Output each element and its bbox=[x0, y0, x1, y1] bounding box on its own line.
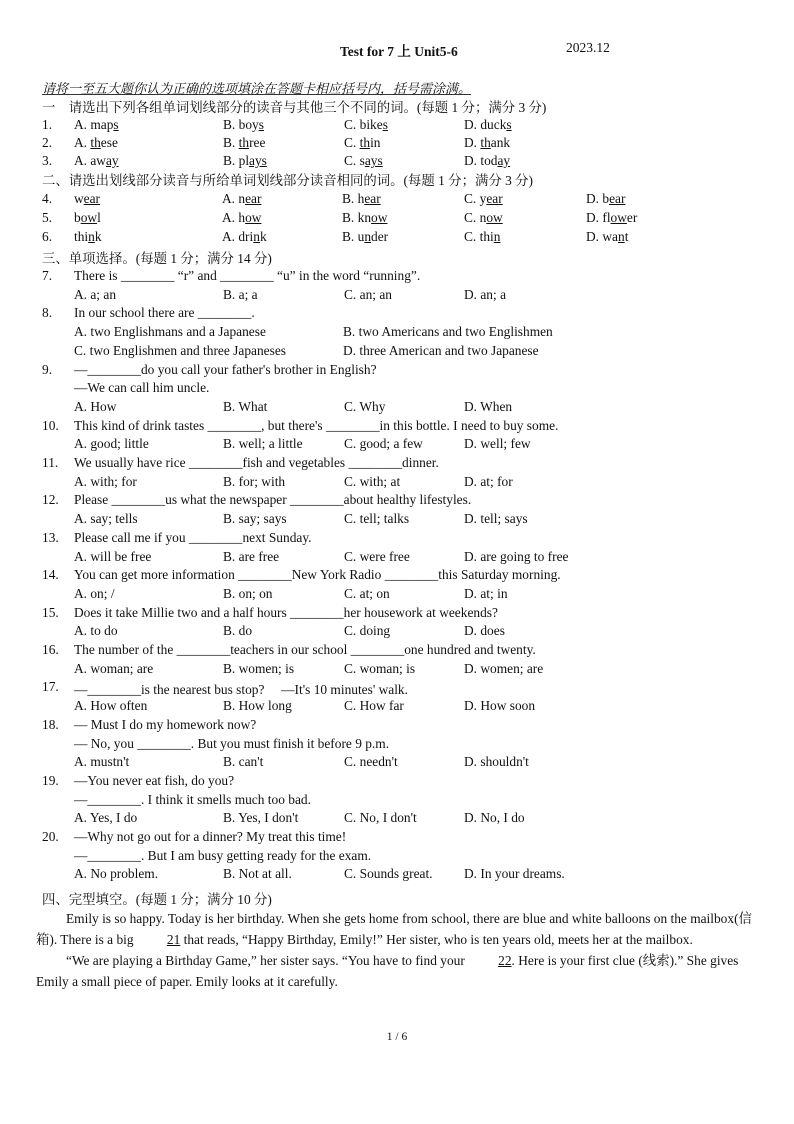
option-b: B. two Americans and two Englishmen bbox=[343, 324, 553, 340]
underlined-part: s bbox=[382, 117, 388, 132]
text-part: w bbox=[74, 191, 84, 206]
text-part: B. kn bbox=[342, 210, 372, 225]
option-c: C. tell; talks bbox=[344, 511, 410, 527]
section-1-heading: 一 请选出下列各组单词划线部分的读音与其他三个不同的词。(每题 1 分；满分 3 分) bbox=[42, 100, 547, 115]
text-part: A. h bbox=[222, 210, 246, 225]
question-stem: —Why not go out for a dinner? My treat this time! bbox=[74, 829, 347, 844]
option-d bbox=[464, 135, 510, 151]
underlined-part: ear bbox=[486, 191, 503, 206]
text-part: ese bbox=[100, 135, 118, 150]
option-b bbox=[223, 153, 267, 169]
text-part: C. bike bbox=[344, 117, 383, 132]
option-c bbox=[464, 229, 500, 245]
option-a bbox=[74, 153, 119, 169]
question-row bbox=[42, 455, 782, 473]
section-4-heading: 四、完型填空。(每题 1 分；满分 10 分) bbox=[42, 892, 272, 907]
text-part: C. thi bbox=[464, 229, 494, 244]
option-a: A. mustn't bbox=[74, 754, 130, 770]
cloze-paragraph-1: Emily is so happy. Today is her birthday. When she gets home from school, there are blue and white balloons on the mailbox(信箱). There is a big 21 that reads, “Happy Birthday, Emily!” Her sister, who is ten years old, meets her at the mailbox. bbox=[36, 908, 756, 950]
options-row bbox=[42, 287, 782, 305]
option-c: C. woman; is bbox=[344, 660, 416, 676]
question-number: 18. bbox=[42, 716, 59, 732]
option-d: D. When bbox=[464, 398, 513, 414]
option-c bbox=[464, 191, 503, 207]
option-d bbox=[586, 191, 625, 207]
options-row bbox=[42, 698, 782, 716]
options-row bbox=[42, 754, 782, 772]
underlined-part: ear bbox=[83, 191, 101, 206]
option-c: C. good; a few bbox=[344, 436, 423, 452]
option-d: D. shouldn't bbox=[464, 754, 529, 770]
option-b bbox=[342, 229, 388, 245]
text-part: C. s bbox=[344, 153, 365, 168]
underlined-part: ays bbox=[249, 153, 267, 168]
option-a: A. a; an bbox=[74, 286, 117, 302]
underlined-part: th bbox=[90, 135, 101, 150]
question-row bbox=[42, 567, 782, 585]
option-a: A. will be free bbox=[74, 548, 152, 564]
question-row bbox=[42, 117, 782, 135]
question-number: 8. bbox=[42, 305, 53, 321]
option-a: A. say; tells bbox=[74, 511, 138, 527]
option-d bbox=[586, 229, 628, 245]
options-row bbox=[42, 399, 782, 417]
question-stem-2: —________. But I am busy getting ready for the exam. bbox=[74, 847, 372, 863]
question-number: 15. bbox=[42, 604, 59, 620]
option-a: A. to do bbox=[74, 623, 118, 639]
option-a bbox=[222, 191, 261, 207]
text-part: D. fl bbox=[586, 210, 611, 225]
text-part: B. pl bbox=[223, 153, 250, 168]
underlined-part: ow bbox=[80, 210, 98, 225]
question-row bbox=[42, 530, 782, 548]
option-d bbox=[586, 210, 637, 226]
underlined-part: ays bbox=[364, 153, 383, 168]
option-d: D. does bbox=[464, 623, 505, 639]
question-stem: Please ________us what the newspaper ________about healthy lifestyles. bbox=[74, 492, 472, 508]
option-b: B. can't bbox=[223, 754, 264, 770]
text-part: D. tod bbox=[464, 153, 498, 168]
option-a bbox=[74, 117, 119, 133]
question-row bbox=[42, 362, 782, 380]
option-d bbox=[464, 153, 510, 169]
text-part: C. bbox=[344, 135, 360, 150]
question-row bbox=[42, 492, 782, 510]
text-part: k bbox=[259, 229, 267, 244]
option-b bbox=[223, 135, 265, 151]
text-part: D. wa bbox=[586, 229, 618, 244]
question-number: 13. bbox=[42, 529, 59, 545]
option-b: B. women; is bbox=[223, 660, 295, 676]
text-part: A. bbox=[74, 135, 91, 150]
option-a: A. No problem. bbox=[74, 866, 159, 882]
question-stem: —You never eat fish, do you? bbox=[74, 772, 235, 788]
question-row bbox=[42, 268, 782, 286]
option-d: D. an; a bbox=[464, 286, 507, 302]
underlined-part: ow bbox=[245, 210, 262, 225]
option-d bbox=[464, 117, 512, 133]
text-part: er bbox=[626, 210, 638, 225]
option-a: A. on; / bbox=[74, 585, 115, 601]
underlined-part: th bbox=[480, 135, 491, 150]
underlined-part: ow bbox=[371, 210, 388, 225]
text-part: B. bbox=[223, 135, 239, 150]
option-a bbox=[74, 135, 118, 151]
options-row bbox=[42, 810, 782, 828]
question-row bbox=[42, 305, 782, 323]
cloze-blank-21: 21 bbox=[166, 932, 181, 947]
text-part: D. duck bbox=[464, 117, 507, 132]
question-stem: In our school there are ________. bbox=[74, 305, 255, 321]
question-stem-2: —We can call him uncle. bbox=[74, 380, 210, 396]
question-number: 14. bbox=[42, 567, 59, 583]
given-word bbox=[74, 210, 101, 226]
underlined-part: ear bbox=[364, 191, 381, 206]
text-part: thi bbox=[74, 229, 89, 244]
options-row bbox=[42, 436, 782, 454]
text-part: A. map bbox=[74, 117, 114, 132]
question-number: 9. bbox=[42, 361, 53, 377]
question-stem-line bbox=[42, 848, 782, 866]
question-row bbox=[42, 191, 782, 209]
option-c: C. an; an bbox=[344, 286, 392, 302]
option-c bbox=[464, 210, 503, 226]
question-number: 17. bbox=[42, 679, 59, 695]
option-b bbox=[342, 210, 387, 226]
option-b: B. What bbox=[223, 398, 268, 414]
question-number: 2. bbox=[42, 135, 53, 150]
text-part: A. dri bbox=[222, 229, 254, 244]
option-b: B. a; a bbox=[223, 286, 258, 302]
option-a: A. How often bbox=[74, 698, 148, 714]
question-row bbox=[42, 229, 782, 247]
underlined-part: n bbox=[88, 229, 95, 244]
section-2-heading: 二、请选出划线部分读音与所给单词划线部分读音相同的词。(每题 1 分；满分 3 分) bbox=[42, 173, 533, 188]
option-a bbox=[222, 229, 267, 245]
question-stem-line bbox=[42, 380, 782, 398]
option-b: B. Not at all. bbox=[223, 866, 292, 882]
option-c bbox=[344, 117, 388, 133]
question-stem-line bbox=[42, 736, 782, 754]
question-row bbox=[42, 210, 782, 228]
question-number: 4. bbox=[42, 191, 53, 206]
question-number: 1. bbox=[42, 117, 53, 132]
text-part: A. aw bbox=[74, 153, 106, 168]
underlined-part: s bbox=[258, 117, 264, 132]
question-row bbox=[42, 829, 782, 847]
text-part: C. y bbox=[464, 191, 487, 206]
text-part: D. bbox=[464, 135, 481, 150]
question-number: 6. bbox=[42, 229, 53, 244]
question-row bbox=[42, 418, 782, 436]
cloze-blank-22: 22 bbox=[498, 953, 512, 968]
question-row bbox=[42, 773, 782, 791]
question-row bbox=[42, 642, 782, 660]
option-a: A. Yes, I do bbox=[74, 810, 138, 826]
text-part: t bbox=[624, 229, 629, 244]
question-number: 20. bbox=[42, 829, 59, 844]
option-c bbox=[344, 135, 380, 151]
option-c: C. at; on bbox=[344, 585, 390, 601]
option-d: D. How soon bbox=[464, 698, 536, 714]
options-row bbox=[42, 511, 782, 529]
underlined-part: s bbox=[113, 117, 119, 132]
given-word bbox=[74, 191, 100, 207]
option-d: D. at; in bbox=[464, 585, 508, 601]
underlined-part: ay bbox=[497, 153, 511, 168]
underlined-part: n bbox=[364, 229, 372, 244]
question-stem: We usually have rice ________fish and vegetables ________dinner. bbox=[74, 455, 439, 470]
given-word bbox=[74, 229, 102, 245]
text-part: D. b bbox=[586, 191, 610, 206]
option-b: B. on; on bbox=[223, 585, 273, 601]
option-d: D. at; for bbox=[464, 473, 513, 489]
underlined-part: ear bbox=[609, 191, 626, 206]
question-row bbox=[42, 679, 782, 697]
question-number: 7. bbox=[42, 268, 53, 283]
test-date: 2023.12 bbox=[566, 40, 610, 55]
option-c bbox=[344, 153, 383, 169]
page-header bbox=[0, 40, 794, 58]
text-part: ank bbox=[490, 135, 511, 150]
option-a: A. two Englishmans and a Japanese bbox=[74, 324, 266, 340]
options-row bbox=[42, 324, 782, 342]
section-3-heading: 三、单项选择。(每题 1 分；满分 14 分) bbox=[42, 251, 272, 266]
question-stem-line bbox=[42, 792, 782, 810]
option-a: A. How bbox=[74, 398, 117, 414]
text-part: C. n bbox=[464, 210, 487, 225]
question-stem: —________do you call your father's brother in English? bbox=[74, 361, 377, 377]
text-part: B. u bbox=[342, 229, 365, 244]
question-stem: There is ________ “r” and ________ “u” in the word “running”. bbox=[74, 268, 421, 283]
question-row bbox=[42, 135, 782, 153]
option-b: B. are free bbox=[223, 548, 280, 564]
options-row bbox=[42, 549, 782, 567]
option-c: C. were free bbox=[344, 548, 410, 564]
cloze-passage bbox=[36, 908, 756, 992]
text-part: A. n bbox=[222, 191, 246, 206]
test-title: Test for 7 上 Unit5-6 bbox=[340, 44, 458, 59]
question-stem: Does it take Millie two and a half hours ________her housework at weekends? bbox=[74, 604, 498, 620]
text-part: ree bbox=[249, 135, 266, 150]
option-d: D. three American and two Japanese bbox=[343, 342, 539, 358]
underlined-part: n bbox=[253, 229, 260, 244]
question-number: 11. bbox=[42, 455, 59, 470]
option-b: B. do bbox=[223, 623, 253, 639]
underlined-part: th bbox=[359, 135, 371, 150]
question-stem: You can get more information ________New York Radio ________this Saturday morning. bbox=[74, 567, 561, 583]
question-stem: The number of the ________teachers in our school ________one hundred and twenty. bbox=[74, 642, 536, 657]
option-a: A. with; for bbox=[74, 473, 137, 489]
options-row bbox=[42, 866, 782, 884]
question-row bbox=[42, 605, 782, 623]
options-row bbox=[42, 343, 782, 361]
options-row bbox=[42, 623, 782, 641]
option-c: C. with; at bbox=[344, 473, 401, 489]
underlined-part: ow bbox=[610, 210, 627, 225]
option-d: D. In your dreams. bbox=[464, 866, 565, 882]
option-c: C. doing bbox=[344, 623, 391, 639]
option-d: D. tell; says bbox=[464, 511, 528, 527]
option-b bbox=[223, 117, 264, 133]
underlined-part: n bbox=[493, 229, 501, 244]
question-number: 3. bbox=[42, 153, 53, 168]
option-b: B. Yes, I don't bbox=[223, 810, 299, 826]
underlined-part: th bbox=[238, 135, 250, 150]
option-c: C. two Englishmen and three Japaneses bbox=[74, 342, 286, 358]
question-row bbox=[42, 717, 782, 735]
cloze-paragraph-2: “We are playing a Birthday Game,” her sister says. “You have to find your 22. Here is your first clue (线索).” She gives Emily a small piece of paper. Emily looks at it carefully. bbox=[36, 950, 756, 992]
question-number: 16. bbox=[42, 642, 59, 657]
question-number: 19. bbox=[42, 772, 59, 788]
options-row bbox=[42, 586, 782, 604]
page-number: 1 / 6 bbox=[386, 1031, 408, 1043]
option-b bbox=[342, 191, 381, 207]
text-part: l bbox=[97, 210, 101, 225]
option-c: C. No, I don't bbox=[344, 810, 417, 826]
option-d: D. well; few bbox=[464, 436, 531, 452]
option-a bbox=[222, 210, 261, 226]
question-stem: — Must I do my homework now? bbox=[74, 716, 257, 732]
question-number: 5. bbox=[42, 210, 53, 225]
text-part: der bbox=[371, 229, 389, 244]
options-row bbox=[42, 661, 782, 679]
underlined-part: ear bbox=[245, 191, 262, 206]
option-b: B. well; a little bbox=[223, 436, 303, 452]
text-part: b bbox=[74, 210, 81, 225]
question-number: 10. bbox=[42, 417, 59, 433]
option-b: B. How long bbox=[223, 698, 292, 714]
option-d: D. No, I do bbox=[464, 810, 525, 826]
option-c: C. Sounds great. bbox=[344, 866, 433, 882]
question-stem-2: — No, you ________. But you must finish it before 9 p.m. bbox=[74, 735, 390, 751]
option-d: D. women; are bbox=[464, 660, 544, 676]
option-d: D. are going to free bbox=[464, 548, 569, 564]
option-b: B. say; says bbox=[223, 511, 287, 527]
question-row bbox=[42, 153, 782, 171]
question-stem-2: —________. I think it smells much too bad. bbox=[74, 791, 311, 807]
option-c: C. needn't bbox=[344, 754, 398, 770]
text-part: B. boy bbox=[223, 117, 259, 132]
underlined-part: ow bbox=[486, 210, 503, 225]
instruction-notice: 请将一至五大题你认为正确的选项填涂在答题卡相应括号内，括号需涂满。 bbox=[42, 81, 472, 96]
options-row bbox=[42, 474, 782, 492]
option-b: B. for; with bbox=[223, 473, 286, 489]
underlined-part: n bbox=[617, 229, 625, 244]
underlined-part: ay bbox=[105, 153, 119, 168]
question-stem: Please call me if you ________next Sunday. bbox=[74, 529, 312, 545]
text-part: k bbox=[94, 229, 102, 244]
text-part: in bbox=[370, 135, 381, 150]
option-c: C. Why bbox=[344, 398, 386, 414]
question-stem: —________is the nearest bus stop? —It's 10 minutes' walk. bbox=[74, 682, 408, 698]
underlined-part: s bbox=[506, 117, 512, 132]
question-stem: This kind of drink tastes ________, but there's ________in this bottle. I need to buy some. bbox=[74, 417, 559, 433]
question-number: 12. bbox=[42, 492, 59, 508]
option-c: C. How far bbox=[344, 698, 404, 714]
text-part: B. h bbox=[342, 191, 365, 206]
option-a: A. woman; are bbox=[74, 660, 154, 676]
option-a: A. good; little bbox=[74, 436, 149, 452]
